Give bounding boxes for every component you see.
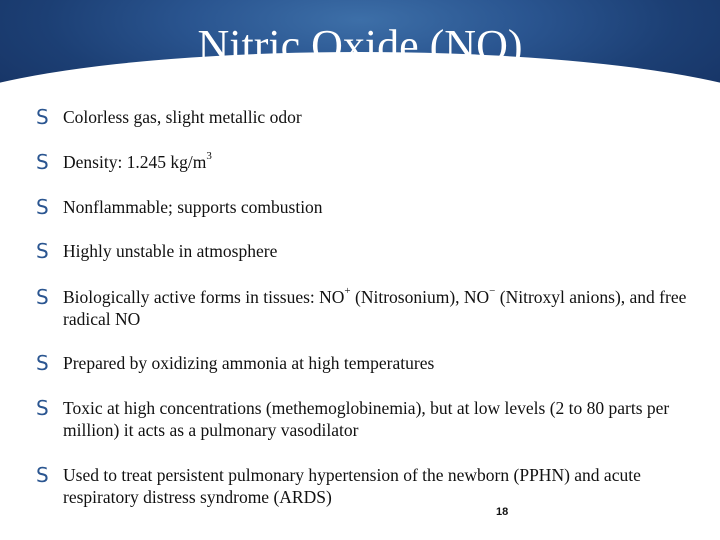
page-number: 18	[496, 506, 509, 518]
bullet-marker-icon: S	[36, 285, 49, 309]
bullet-text: Prepared by oxidizing ammonia at high temperatures	[63, 353, 435, 373]
bullet-text: Highly unstable in atmosphere	[63, 241, 278, 261]
bullet-text: Used to treat persistent pulmonary hypertension of the newborn (PPHN) and acute respiratory distress syndrome (ARDS)	[63, 465, 641, 507]
bullet-text-part: (Nitrosonium), NO	[350, 287, 490, 307]
superscript: 3	[206, 150, 212, 163]
bullet-marker-icon: S	[36, 351, 49, 375]
bullet-marker-icon: S	[36, 195, 49, 219]
bullet-text: Colorless gas, slight metallic odor	[63, 107, 302, 127]
bullet-marker-icon: S	[36, 150, 49, 174]
slide-title: Nitric Oxide (NO)	[197, 21, 523, 70]
bullet-text-part: Density: 1.245 kg/m	[63, 152, 207, 172]
bullet-marker-icon: S	[36, 239, 49, 263]
bullet-text	[63, 151, 691, 173]
bullet-text: Toxic at high concentrations (methemoglobinemia), but at low levels (2 to 80 parts per million) it acts as a pulmonary vasodilator	[63, 398, 670, 440]
bullet-text: Nonflammable; supports combustion	[63, 197, 323, 217]
bullet-text-part: (Nitroxyl anions), and free radical NO	[63, 287, 687, 329]
bullet-marker-icon: S	[36, 105, 49, 129]
bullet-marker-icon: S	[36, 396, 49, 420]
bullet-text-part: Biologically active forms in tissues: NO	[63, 287, 345, 307]
bullet-marker-icon: S	[36, 463, 49, 487]
superscript: −	[489, 285, 496, 298]
bullet-text	[63, 286, 691, 330]
superscript: +	[344, 285, 351, 298]
